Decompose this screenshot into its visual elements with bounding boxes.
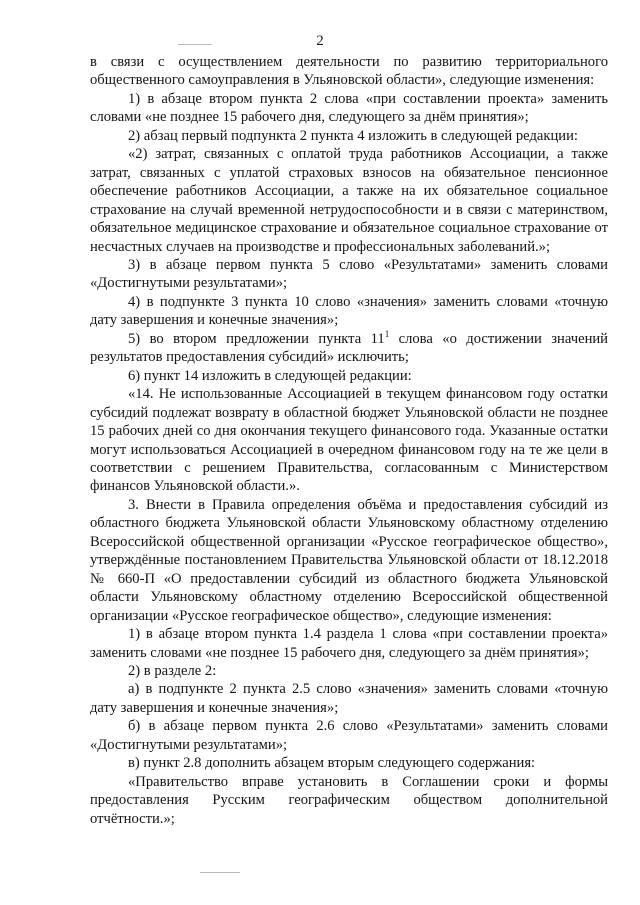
page-number: 2	[316, 33, 324, 49]
paragraph: в связи с осуществлением деятельности по развитию территориального общественного самоуправления в Ульяновской области», следующие изменения:	[90, 54, 608, 89]
paragraph: б) в абзаце первом пункта 2.6 слово «Результатами» заменить словами «Достигнутыми результатами»;	[90, 718, 608, 753]
paragraph: «Правительство вправе установить в Соглашении сроки и формы предоставления Русским географическим обществом дополнительной отчётности.»;	[90, 773, 608, 827]
paragraph: 1) в абзаце втором пункта 1.4 раздела 1 слова «при составлении проекта» заменить словами «не позднее 15 рабочего дня, следующего за днём принятия»;	[90, 626, 608, 661]
document-body	[90, 53, 608, 828]
paragraph: «2) затрат, связанных с оплатой труда работников Ассоциации, а также затрат, связанных с уплатой страховых взносов на обязательное пенсионное обеспечение работников Ассоциации, а также на их обязательное социальное страхование на случай временной нетрудоспособности и в связи с материнством, обязательное медицинское страхование и обязательное социальное страхование от несчастных случаев на производстве и профессиональных заболеваний.»;	[90, 146, 608, 255]
superscript: 1	[384, 328, 390, 339]
paragraph-text: слова «о достижении значений результатов предоставления субсидий» исключить;	[90, 330, 608, 366]
paragraph: «14. Не использованные Ассоциацией в текущем финансовом году остатки субсидий подлежат возврату в областной бюджет Ульяновской области не позднее 15 рабочих дней со дня окончания текущего финансового года. Указанные остатки могут использоваться Ассоциацией в очередном финансовом году на те же цели в соответствии с решением Правительства, согласованным с Министерством финансов Ульяновской области.».	[90, 386, 608, 495]
paragraph: в) пункт 2.8 дополнить абзацем вторым следующего содержания:	[128, 755, 536, 772]
paragraph: а) в подпункте 2 пункта 2.5 слово «значения» заменить словами «точную дату завершения и конечные значения»;	[90, 681, 608, 716]
paragraph: 2) абзац первый подпункта 2 пункта 4 изложить в следующей редакции:	[128, 127, 578, 144]
scan-speck	[200, 872, 240, 873]
paragraph: 1) в абзаце втором пункта 2 слова «при составлении проекта» заменить словами «не позднее 15 рабочего дня, следующего за днём принятия»;	[90, 90, 608, 126]
paragraph-text: 5) во втором предложении пункта 11	[128, 330, 385, 347]
paragraph	[90, 330, 608, 367]
paragraph: 6) пункт 14 изложить в следующей редакции:	[128, 367, 412, 384]
paragraph: 2) в разделе 2:	[128, 662, 217, 679]
paragraph: 3. Внести в Правила определения объёма и предоставления субсидий из областного бюджета Ульяновской области Ульяновскому областному отделению Всероссийской общественной организации «Русское географическое общество», утверждённые постановлением Правительства Ульяновской области от 18.12.2018 № 660-П «О предоставлении субсидий из областного бюджета Ульяновской области Ульяновскому областному отделению Всероссийской общественной организации «Русское географическое общество», следующие изменения:	[90, 496, 608, 624]
paragraph: 3) в абзаце первом пункта 5 слово «Результатами» заменить словами «Достигнутыми результатами»;	[90, 256, 608, 292]
paragraph: 4) в подпункте 3 пункта 10 слово «значения» заменить словами «точную дату завершения и конечные значения»;	[90, 293, 608, 329]
scan-speck	[178, 44, 212, 45]
